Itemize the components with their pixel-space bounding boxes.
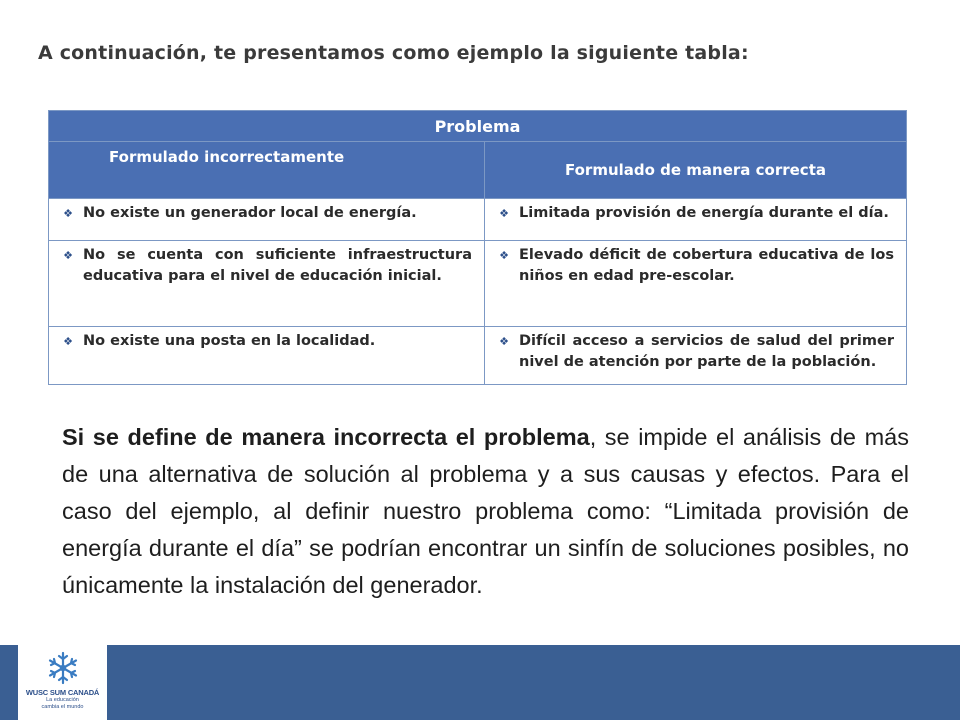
intro-heading: A continuación, te presentamos como ejemplo la siguiente tabla: — [38, 42, 749, 64]
table-header-row — [49, 142, 907, 199]
cell-text: No existe una posta en la localidad. — [83, 333, 376, 349]
paragraph-rest: , se impide el análisis de más de una alternativa de solución al problema y a sus causas y efectos. Para el caso del ejemplo, al definir nuestro problema como: “Limitada provisión de energía durante el día” se podrían encontrar un sinfín de soluciones posibles, no únicamente la instalación del generador. — [62, 423, 909, 598]
cell-text: No existe un generador local de energía. — [83, 205, 417, 221]
diamond-bullet-icon: ❖ — [499, 249, 509, 262]
paragraph-bold-lead: Si se define de manera incorrecta el problema — [62, 423, 590, 450]
table-row — [49, 327, 907, 385]
logo-name: WUSC SUM CANADÁ — [25, 688, 100, 697]
diamond-bullet-icon: ❖ — [63, 207, 73, 220]
column-header-incorrect: Formulado incorrectamente — [49, 142, 485, 199]
cell-incorrect — [49, 199, 485, 241]
cell-correct — [485, 199, 907, 241]
table-title: Problema — [49, 111, 907, 142]
cell-incorrect — [49, 327, 485, 385]
logo-tagline: La educación — [46, 697, 79, 703]
cell-text: Limitada provisión de energía durante el día. — [519, 205, 889, 221]
diamond-bullet-icon: ❖ — [499, 335, 509, 348]
diamond-bullet-icon: ❖ — [63, 249, 73, 262]
table-title-row — [49, 111, 907, 142]
organization-logo — [18, 645, 107, 720]
cell-correct — [485, 241, 907, 327]
cell-correct — [485, 327, 907, 385]
diamond-bullet-icon: ❖ — [499, 207, 509, 220]
diamond-bullet-icon: ❖ — [63, 335, 73, 348]
logo-tagline: cambia el mundo — [41, 704, 84, 710]
cell-text: Elevado déficit de cobertura educativa de los niños en edad pre-escolar. — [519, 247, 894, 284]
problem-table — [48, 110, 907, 385]
column-header-correct: Formulado de manera correcta — [485, 142, 907, 199]
table-row — [49, 199, 907, 241]
cell-incorrect — [49, 241, 485, 327]
footer-bar — [0, 645, 960, 720]
snowflake-logo-icon — [45, 650, 81, 686]
explanation-paragraph — [62, 419, 909, 604]
cell-text: Difícil acceso a servicios de salud del primer nivel de atención por parte de la población. — [519, 333, 894, 370]
table-row — [49, 241, 907, 327]
cell-text: No se cuenta con suficiente infraestructura educativa para el nivel de educación inicial. — [83, 247, 472, 284]
